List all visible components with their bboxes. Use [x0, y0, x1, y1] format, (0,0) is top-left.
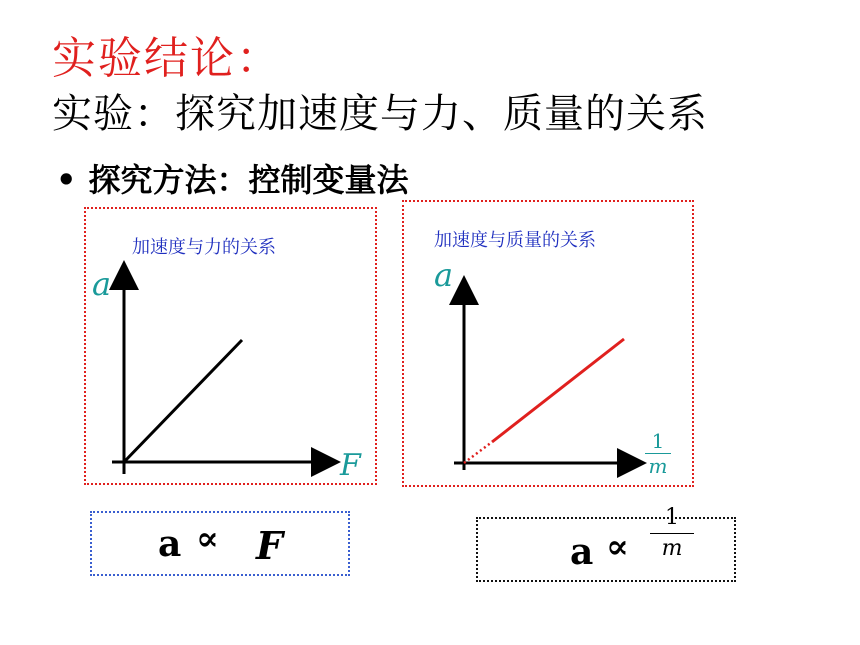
formula-force-box	[90, 511, 350, 576]
graph-title-mass: 加速度与质量的关系	[434, 230, 596, 251]
formula-mass-lhs: a	[570, 531, 594, 573]
proportional-line	[124, 340, 242, 462]
method-bullet	[56, 155, 408, 201]
formula-force-rhs: F	[256, 523, 283, 568]
fraction-numerator: 1	[665, 505, 679, 530]
slide-heading: 实验结论：	[52, 33, 282, 84]
formula-mass-box	[476, 505, 736, 582]
x-axis-label-fraction	[645, 430, 671, 477]
graph-force-svg	[86, 209, 379, 487]
x-axis-label: F	[340, 448, 361, 483]
x-axis-label-numerator: 1	[651, 429, 665, 453]
y-axis-label: a	[434, 256, 454, 294]
inverse-mass-line	[492, 339, 624, 442]
formula-force-lhs: a	[158, 523, 182, 565]
formula-mass-fraction	[650, 505, 694, 562]
fraction-denominator: m	[661, 536, 683, 561]
fraction-bar	[650, 533, 694, 534]
proportional-symbol: ∝	[196, 519, 219, 559]
proportional-symbol: ∝	[606, 527, 629, 567]
graph-panel-force	[84, 207, 377, 485]
bullet-dot: •	[56, 161, 77, 199]
graph-panel-mass	[402, 200, 694, 487]
method-text: 探究方法：控制变量法	[88, 161, 409, 199]
extrapolation-dotted-line	[464, 442, 492, 463]
slide-subheading: 实验：探究加速度与力、质量的关系	[52, 91, 708, 137]
graph-title-force: 加速度与力的关系	[132, 237, 276, 258]
x-axis-label-denominator: m	[648, 454, 668, 478]
y-axis-label: a	[92, 265, 112, 303]
